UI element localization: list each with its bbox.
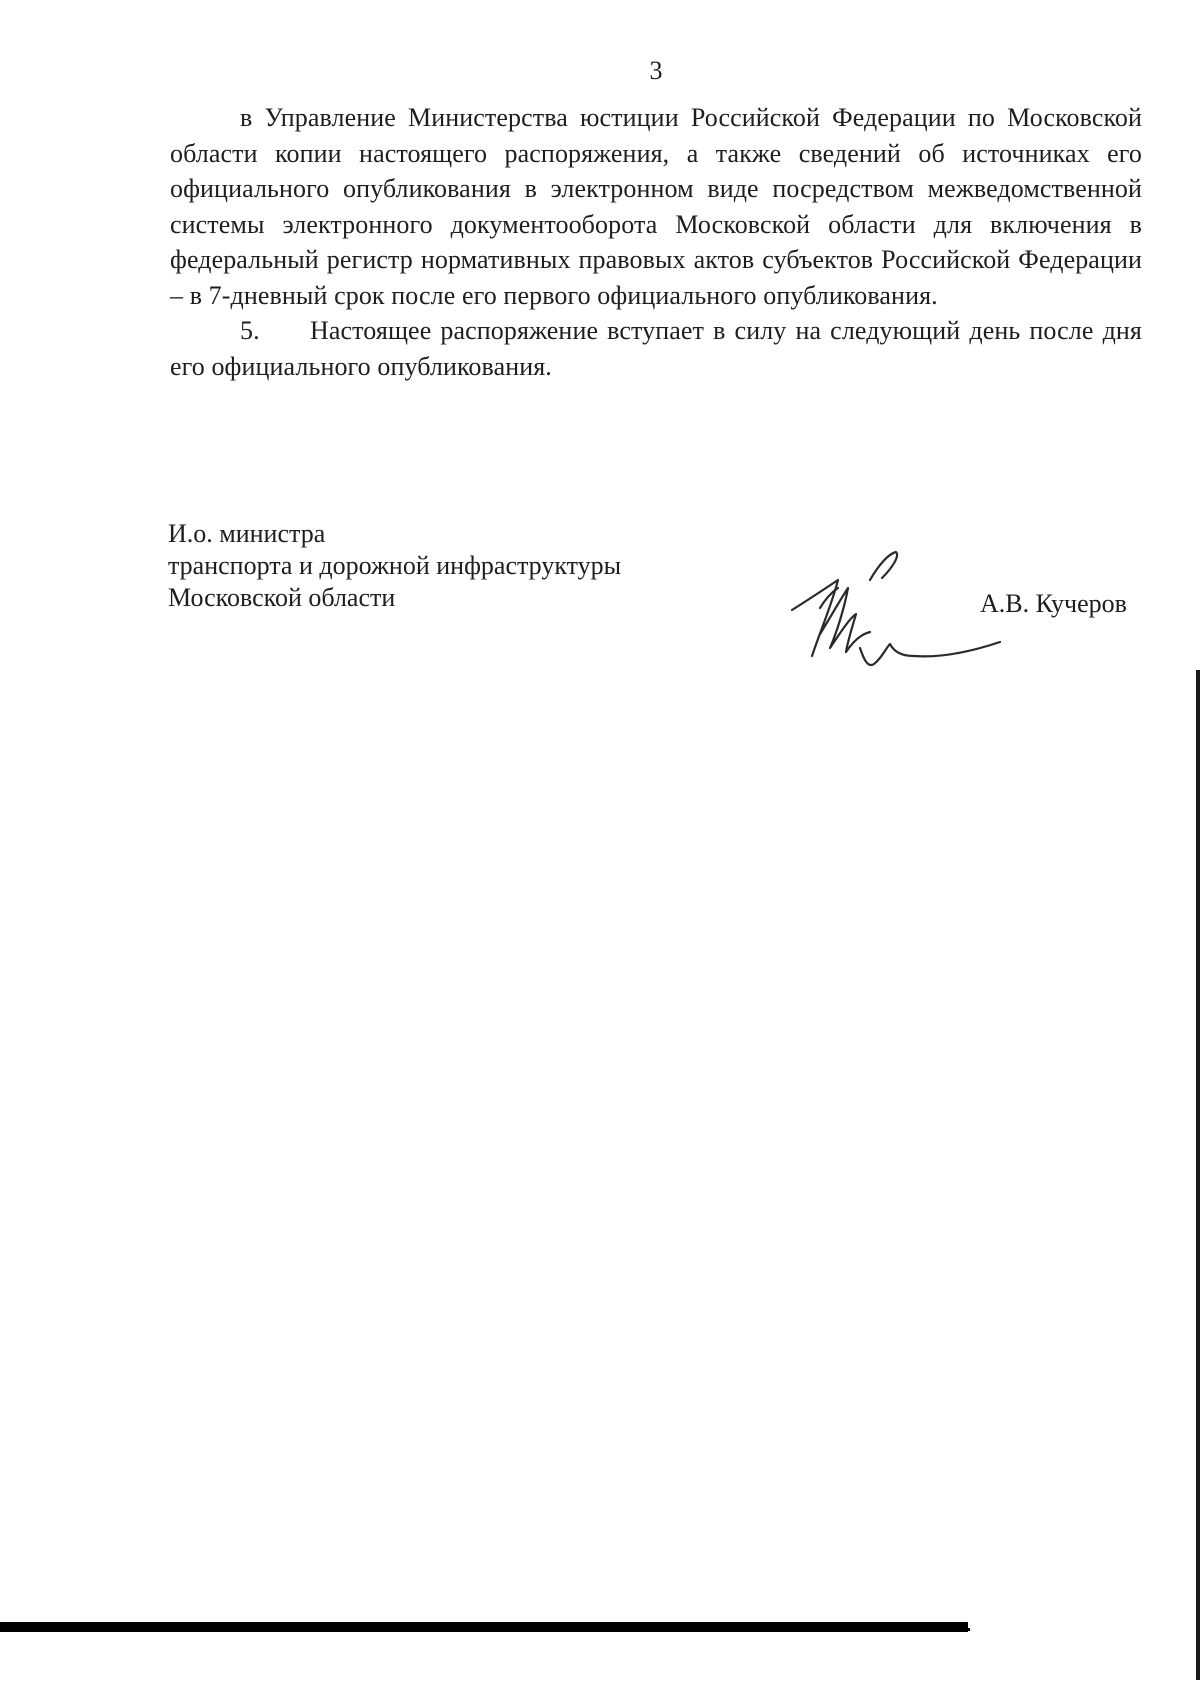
- scan-artifact-bottom-bar: [0, 1622, 968, 1632]
- paragraph-item-5: [170, 313, 1142, 384]
- paragraph-continuation: в Управление Министерства юстиции Российской Федерации по Московской области копии настоящего распоряжения, а также сведений об источниках его официального опубликования в электронном виде посредством межведомственной системы электронного документооборота Московской области для включения в федеральный регистр нормативных правовых актов субъектов Российской Федерации – в 7-дневный срок после его первого официального опубликования.: [170, 103, 1142, 310]
- scan-artifact-bottom-bar-tail: [960, 1628, 970, 1631]
- page-number: 3: [649, 56, 663, 85]
- signatory-position-line-2: транспорта и дорожной инфраструктуры: [168, 551, 622, 580]
- item-text: Настоящее распоряжение вступает в силу на следующий день после дня его официального опубликования.: [170, 316, 1142, 381]
- signatory-position: [168, 518, 621, 614]
- signatory-position-line-1: И.о. министра: [168, 519, 326, 548]
- item-number: 5.: [240, 316, 260, 345]
- signatory-name: А.В. Кучеров: [980, 589, 1127, 618]
- document-body: [170, 100, 1142, 384]
- scan-artifact-right-edge: [1196, 670, 1200, 1680]
- signatory-position-line-3: Московской области: [168, 583, 396, 612]
